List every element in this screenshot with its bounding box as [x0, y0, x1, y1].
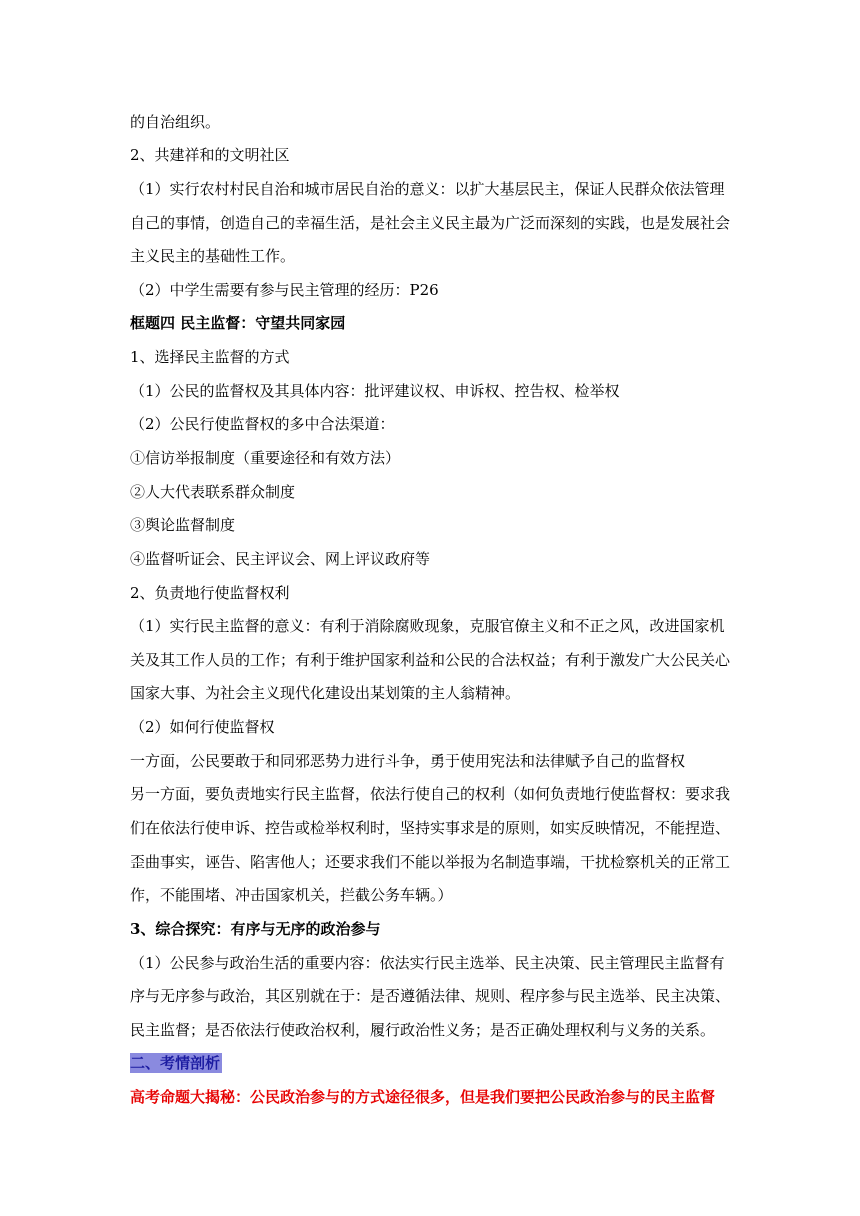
- text-line: （1）公民参与政治生活的重要内容：依法实行民主选举、民主决策、民主管理民主监督有: [130, 954, 725, 972]
- text-line: 的自治组织。: [130, 113, 221, 131]
- text-line: 国家大事、为社会主义现代化建设出某划策的主人翁精神。: [130, 684, 521, 702]
- text-line: 一方面，公民要敢于和同邪恶势力进行斗争，勇于使用宪法和法律赋予自己的监督权: [130, 752, 686, 770]
- text-line: 关及其工作人员的工作；有利于维护国家利益和公民的合法权益；有利于激发广大公民关心: [130, 651, 731, 669]
- list-item: ②人大代表联系群众制度: [130, 483, 296, 501]
- text-line: 另一方面，要负责地实行民主监督，依法行使自己的权利（如何负责地行使监督权：要求我: [130, 785, 731, 803]
- list-item: ①信访举报制度（重要途径和有效方法）: [130, 449, 401, 467]
- section-heading: 3、综合探究：有序与无序的政治参与: [130, 920, 381, 938]
- exam-secret-line: 高考命题大揭秘：公民政治参与的方式途径很多，但是我们要把公民政治参与的民主监督: [130, 1088, 716, 1106]
- analysis-heading-row: [130, 1053, 740, 1073]
- text-line: （1）实行民主监督的意义：有利于消除腐败现象，克服官僚主义和不正之风，改进国家机: [130, 617, 725, 635]
- text-line: （1）公民的监督权及其具体内容：批评建议权、申诉权、控告权、检举权: [130, 382, 620, 400]
- topic-heading: 框题四 民主监督：守望共同家园: [130, 314, 346, 332]
- list-item: ③舆论监督制度: [130, 516, 236, 534]
- text-line: 自己的事情，创造自己的幸福生活，是社会主义民主最为广泛而深刻的实践，也是发展社会: [130, 214, 731, 232]
- section-heading: 2、共建祥和的文明社区: [130, 146, 290, 164]
- analysis-heading: 二、考情剖析: [130, 1054, 221, 1072]
- section-heading: 2、负责地行使监督权利: [130, 584, 290, 602]
- text-line: （2）中学生需要有参与民主管理的经历：P26: [130, 281, 439, 299]
- text-line: 主义民主的基础性工作。: [130, 247, 296, 265]
- text-line: 们在依法行使申诉、控告或检举权利时，坚持实事求是的原则，如实反映情况，不能捏造、: [130, 819, 731, 837]
- text-line: 歪曲事实，诬告、陷害他人；还要求我们不能以举报为名制造事端，干扰检察机关的正常工: [130, 853, 731, 871]
- list-item: ④监督听证会、民主评议会、网上评议政府等: [130, 550, 431, 568]
- text-line: （2）公民行使监督权的多中合法渠道：: [130, 415, 395, 433]
- section-heading: 1、选择民主监督的方式: [130, 348, 290, 366]
- text-line: 民主监督；是否依法行使政治权利，履行政治性义务；是否正确处理权利与义务的关系。: [130, 1021, 716, 1039]
- text-line: 作，不能围堵、冲击国家机关，拦截公务车辆。）: [130, 886, 453, 904]
- text-line: （2）如何行使监督权: [130, 718, 275, 736]
- text-line: 序与无序参与政治，其区别就在于：是否遵循法律、规则、程序参与民主选举、民主决策、: [130, 987, 731, 1005]
- text-line: （1）实行农村村民自治和城市居民自治的意义：以扩大基层民主，保证人民群众依法管理: [130, 180, 725, 198]
